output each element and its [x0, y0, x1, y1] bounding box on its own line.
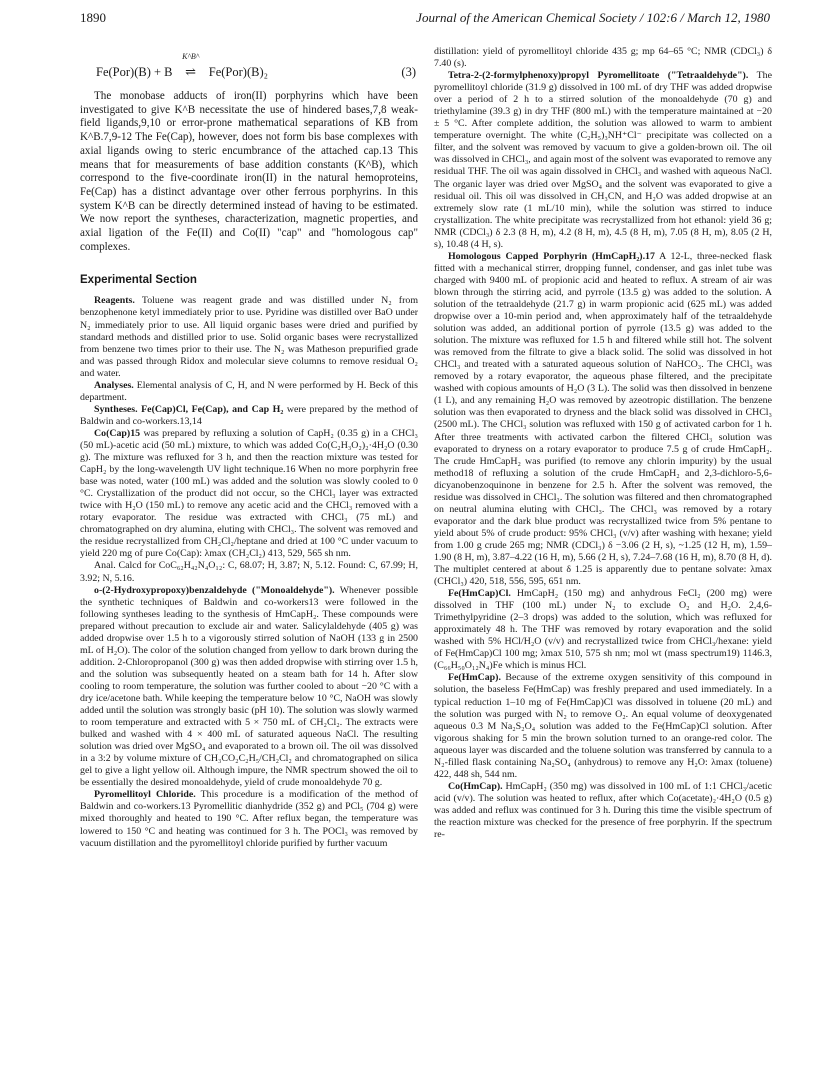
paragraph [434, 70, 772, 251]
equation-formula [96, 52, 268, 80]
right-column [434, 46, 772, 841]
paragraph [80, 585, 418, 790]
paragraph [80, 560, 418, 584]
paragraph [80, 404, 418, 428]
paragraph [434, 672, 772, 780]
paragraph [434, 781, 772, 841]
equation-3 [80, 50, 418, 80]
paragraph-heading: Reagents. [94, 295, 135, 307]
equation-left: Fe(Por)(B) + B [96, 65, 173, 79]
paragraph-heading: Fe(HmCap)Cl. [448, 588, 511, 600]
paragraph-body: HmCapH₂ (150 mg) and anhydrous FeCl₂ (200 mg) were dissolved in THF (100 mL) under N₂ to exclude O₂ and H₂O. 2,4,6-Trimethylpyridine (2–3 drops) was added to the solution, which was refluxed for approximately 48 h. The THF was removed by rotary evaporation and the solid washed with 5% HCl/H₂O (v/v) and recrystallized twice from CHCl₃/hexane: yield of Fe(HmCap)Cl 100 mg; λmax 510, 575 sh nm; mol wt (mass spectrum19) 1146.3, (C₆₆H₅₀O₁₂N₄)Fe which is minus HCl. [434, 588, 772, 672]
equation-right: Fe(Por)(B)₂ [208, 65, 268, 79]
intro-paragraph: The monobase adducts of iron(II) porphyrins which have been investigated to give K^B necessitate the use of hindered bases,7,8 weak-field ligands,9,10 or error-prone mathematical separations of KB from K^B.7,9-12 The Fe(Cap), however, does not form bis base complexes with axial ligands owing to steric encumbrance of the attached cap.13 This means that for measurements of base addition constants (K^B), which correspond to the five-coordinate iron(II) in the natural hemoproteins, Fe(Cap) has a distinct advantage over other ferrous porphyrins. In this system K^B can be directly determined instead of having to be estimated. We now report the syntheses, characterization, magnetic properties, and axial ligation of the Fe(II) and Co(II) "cap" and "homologous cap" complexes. [80, 90, 418, 253]
paragraph [80, 380, 418, 404]
paragraph-body: Toluene was reagent grade and was distilled under N₂ from benzophenone ketyl immediately prior to use. Pyridine was distilled over BaO under N₂ immediately prior to use. All liquid organic bases were dried and purified by standard methods and distilled prior to use. Solid organic bases were recrystallized from benzene two times prior to their use. The N₂ was Matheson prepurified grade and was passed through Ridox and molecular sieve columns to remove residual O₂ and water. [80, 295, 418, 379]
paragraph [80, 428, 418, 561]
paragraph-heading: Analyses. [94, 379, 134, 391]
section-heading: Experimental Section [80, 274, 197, 287]
equilibrium-arrow-glyph: ⇌ [185, 64, 197, 79]
page-header [80, 10, 770, 32]
paragraph-heading: Co(Cap)15 [94, 427, 141, 439]
paragraph [80, 789, 418, 849]
paragraph-heading: o-(2-Hydroxypropoxy)benzaldehyde ("Monoaldehyde"). [94, 584, 335, 596]
paragraph-body: Anal. Calcd for CoC₆₂H₄₂N₄O₁₂: C, 68.07; H, 3.87; N, 5.12. Found: C, 67.99; H, 3.92; N, 5.16. [80, 560, 418, 584]
paragraph-heading: Syntheses. Fe(Cap)Cl, Fe(Cap), and Cap H₂ [94, 403, 284, 415]
left-column [80, 46, 418, 850]
paragraph-body: HmCapH₂ (350 mg) was dissolved in 100 mL of 1:1 CHCl₃/acetic acid (v/v). The solution was heated to reflux, after which Co(acetate)₂·4H₂O (0.5 g) was added and reflux was continued for 3 h. During this time the visible spectrum of the reaction mixture was checked for the presence of free porphyrin. If the spectrum re- [434, 780, 772, 841]
paragraph-heading: Co(HmCap). [448, 780, 503, 792]
equilibrium-constant: K^B^ [182, 52, 200, 61]
paragraph-body: This procedure is a modification of the method of Baldwin and co-workers.13 Pyromellitic dianhydride (352 g) and PCl₅ (704 g) were mixed thoroughly and heated to 190 °C. After reflux began, the temperature was lowered to 150 °C and heating was continued for 3 h. The POCl₃ was removed by vacuum distillation and the pyromellitoyl chloride purified by further vacuum [80, 789, 418, 849]
paragraph-body: were prepared by the method of Baldwin and co-workers.13,14 [80, 403, 418, 427]
paragraph-body: A 12-L, three-necked flask fitted with a mechanical stirrer, dropping funnel, condenser, and gas inlet tube was charged with 9400 mL of propionic acid and heated to reflux. A stream of air was blown through the stirring acid, and pyrrole (13.5 g) was added to the solution. A solution of the tetraaldehyde (21.7 g) in warm propionic acid (625 mL) was added dropwise over a 10-min period and, when approximately half of the tetraaldehyde solution was added, an additional portion of pyrrole (13.5 g) was added to the solution. The mixture was refluxed for 1.5 h and filtered while still hot. The solvent was removed from the filtrate to give a black solid. The solid was dissolved in hot CHCl₃ and treated with a saturated aqueous solution of NaHCO₃. The CHCl₃ was removed by a rotary evaporator, the aqueous phase filtered, and the precipitate washed with copious amounts of H₂O (3 L). The solid was then dissolved in benzene (1 L), and any remaining H₂O was removed by azeotropic distillation. The benzene solution was then evaporated to dryness and the black solid was dissolved in CHCl₃ (2500 mL). The CHCl₃ solution was refluxed with 150 g of activated carbon for 1 h. After three treatments with activated carbon the filtered CHCl₃ solution was evaporated to dryness on a rotary evaporator to produce 7.5 g of crude HmCapH₂. The crude HmCapH₂ was purified (to remove any chlorin impurity) by the usual method18 of refluxing a solution of the crude HmCapH₂ and 2,3-dichloro-5,6-dicyanobenzoquinone in benzene for 2.5 h. After the solvent was removed, the residue was dissolved in CHCl₃. The solution was filtered and then chromatographed on neutral alumina eluting with CHCl₃. The CHCl₃ was removed by a rotary evaporator and the dark blue product was recrystallized twice from 5% pentane to yield about 5% of crude product: 95% CHCl₃ (v/v) after washing with hexane; yield from 1.00 g crude 265 mg; NMR (CDCl₃) δ −3.06 (2 H, s), ~1.25 (12 H, m), 1.59–1.90 (8 H, m), 3.87–4.22 (16 H, m), 5.66 (2 H, s), 7.24–7.68 (16 H, m), 8.70 (8 H, d). The multiplet centered at about δ 1.25 is apparently due to pentane solvate: λmax (CHCl₃) 420, 518, 556, 595, 651 nm. [434, 250, 772, 588]
page-number: 1890 [80, 10, 106, 25]
left-paragraph-list [80, 295, 418, 849]
right-paragraph-list [434, 46, 772, 841]
paragraph-body: distillation: yield of pyromellitoyl chloride 435 g; mp 64–65 °C; NMR (CDCl₃) δ 7.40 (s). [434, 46, 772, 70]
paragraph [434, 588, 772, 672]
equation-number: (3) [401, 65, 416, 79]
paragraph-heading: Fe(HmCap). [448, 672, 501, 684]
paragraph-body: Whenever possible the synthetic techniques of Baldwin and co-workers13 were followed in the following syntheses leading to the synthesis of HmCapH₂. These compounds were prepared without precaution to exclude air and water. Salicylaldehyde (405 g) was added dropwise over 1.5 h to a vigorously stirred solution of NaOH (133 g in 2500 mL of H₂O). The color of the solution changed from yellow to dark brown during the addition. 2-Chloropropanol (300 g) was then added dropwise with stirring over 1.5 h, and the solution was subsequently heated on a steam bath for 14 h. After slow cooling to room temperature, the solution was further cooled to about −20 °C with a dry ice/acetone bath. While keeping the temperature below 10 °C, NaOH was slowly added until the solution was strongly basic (pH 10). The solution was slowly warmed to room temperature and extracted with 5 × 750 mL of CH₂Cl₂. The extracts were bulked and washed with 4 × 400 mL of saturated aqueous NaCl. The resulting solution was dried over MgSO₄ and evaporated to a brown oil. The oil was dissolved in a 3:2 by volume mixture of CH₃CO₂C₂H₅/CH₂Cl₂ and chromatographed on silica gel to give a light yellow oil. Although impure, the NMR spectrum showed the oil to be essentially the desired monoaldehyde, yield of crude monoaldehyde 70 g. [80, 584, 418, 789]
paragraph-body: The pyromellitoyl chloride (31.9 g) dissolved in 100 mL of dry THF was added dropwise over a period of 2 h to a stirred solution of the monoaldehyde (70 g) and triethylamine (39.3 g) in dry THF (800 mL) with the temperature maintained at −20 ± 5 °C. After complete addition, the solution was allowed to warm to ambient temperature overnight. The white (C₂H₅)₃NH⁺Cl⁻ precipitate was collected on a filter, and the solvent was removed by vacuum to give a golden-brown oil. The oil was dissolved in CHCl₃, and again most of the solvent was evaporated to remove any residual THF. The oil was again dissolved in CHCl₃ and washed with aqueous NaCl. The organic layer was dried over MgSO₄ and the solvent was evaporated to give a residual oil. This oil was dissolved in CH₃CN, and H₂O was added dropwise at an extremely slow rate (1 mL/10 min), while the solution was stirred to induce crystallization. The white precipitate was recrystallized from hot ethanol: yield 36 g; NMR (CDCl₃) δ 2.3 (8 H, m), 4.2 (8 H, m), 4.5 (8 H, m), 7.05 (8 H, m), 8.05 (2 H, s), 10.48 (4 H, s). [434, 70, 772, 250]
paragraph-heading: Pyromellitoyl Chloride. [94, 789, 196, 801]
paragraph-body: Because of the extreme oxygen sensitivity of this compound in solution, the baseless Fe(HmCap) was freshly prepared and used immediately. In a typical reduction 1–10 mg of Fe(HmCap)Cl was dissolved in toluene (20 mL) and the solution was purged with N₂ to remove O₂. An equal volume of deoxygenated aqueous 0.3 M Na₂S₂O₄ solution was added to the Fe(HmCap)Cl solution. After vigorous shaking for 5 min the brown solution turned to an orange-red color. The aqueous layer was discarded and the toluene solution was transferred by cannula to a N₂-filled flask containing Na₂SO₄ (anhydrous) to remove any H₂O: λmax (toluene) 422, 448 sh, 544 nm. [434, 672, 772, 780]
paragraph-body: Elemental analysis of C, H, and N were performed by H. Beck of this department. [80, 379, 418, 403]
paragraph [434, 46, 772, 70]
paragraph-body: was prepared by refluxing a solution of CapH₂ (0.35 g) in a CHCl₃ (50 mL)-acetic acid (50 mL) mixture, to which was added Co(C₂H₃O₂)₂·4H₂O (0.30 g). The mixture was refluxed for 3 h, and then the reaction mixture was tested for CapH₂ by the long-wavelength UV light technique.16 When no more porphyrin free base was noted, water (100 mL) was added and the solution was slowly cooled to 0 °C. Crystallization of the product did not occur, so the CHCl₃ layer was extracted twice with H₂O (150 mL) to remove any acetic acid and the CHCl₃ removed with a rotary evaporator. The residue was extracted with CHCl₃ (75 mL) and chromatographed on dry alumina, eluting with CHCl₃. The solvent was removed and the residue recrystallized from CH₂Cl₂/heptane and dried at 100 °C under vacuum to yield 220 mg of pure Co(Cap): λmax (CH₂Cl₂) 413, 529, 565 sh nm. [80, 427, 418, 560]
journal-citation: Journal of the American Chemical Society / 102:6 / March 12, 1980 [416, 10, 770, 25]
paragraph-heading: Homologous Capped Porphyrin (HmCapH₂).17 [448, 250, 655, 262]
equilibrium-arrow [176, 52, 206, 80]
paragraph-heading: Tetra-2-(2-formylphenoxy)propyl Pyromellitoate ("Tetraaldehyde"). [448, 70, 749, 82]
paragraph [80, 295, 418, 379]
paragraph [434, 251, 772, 588]
